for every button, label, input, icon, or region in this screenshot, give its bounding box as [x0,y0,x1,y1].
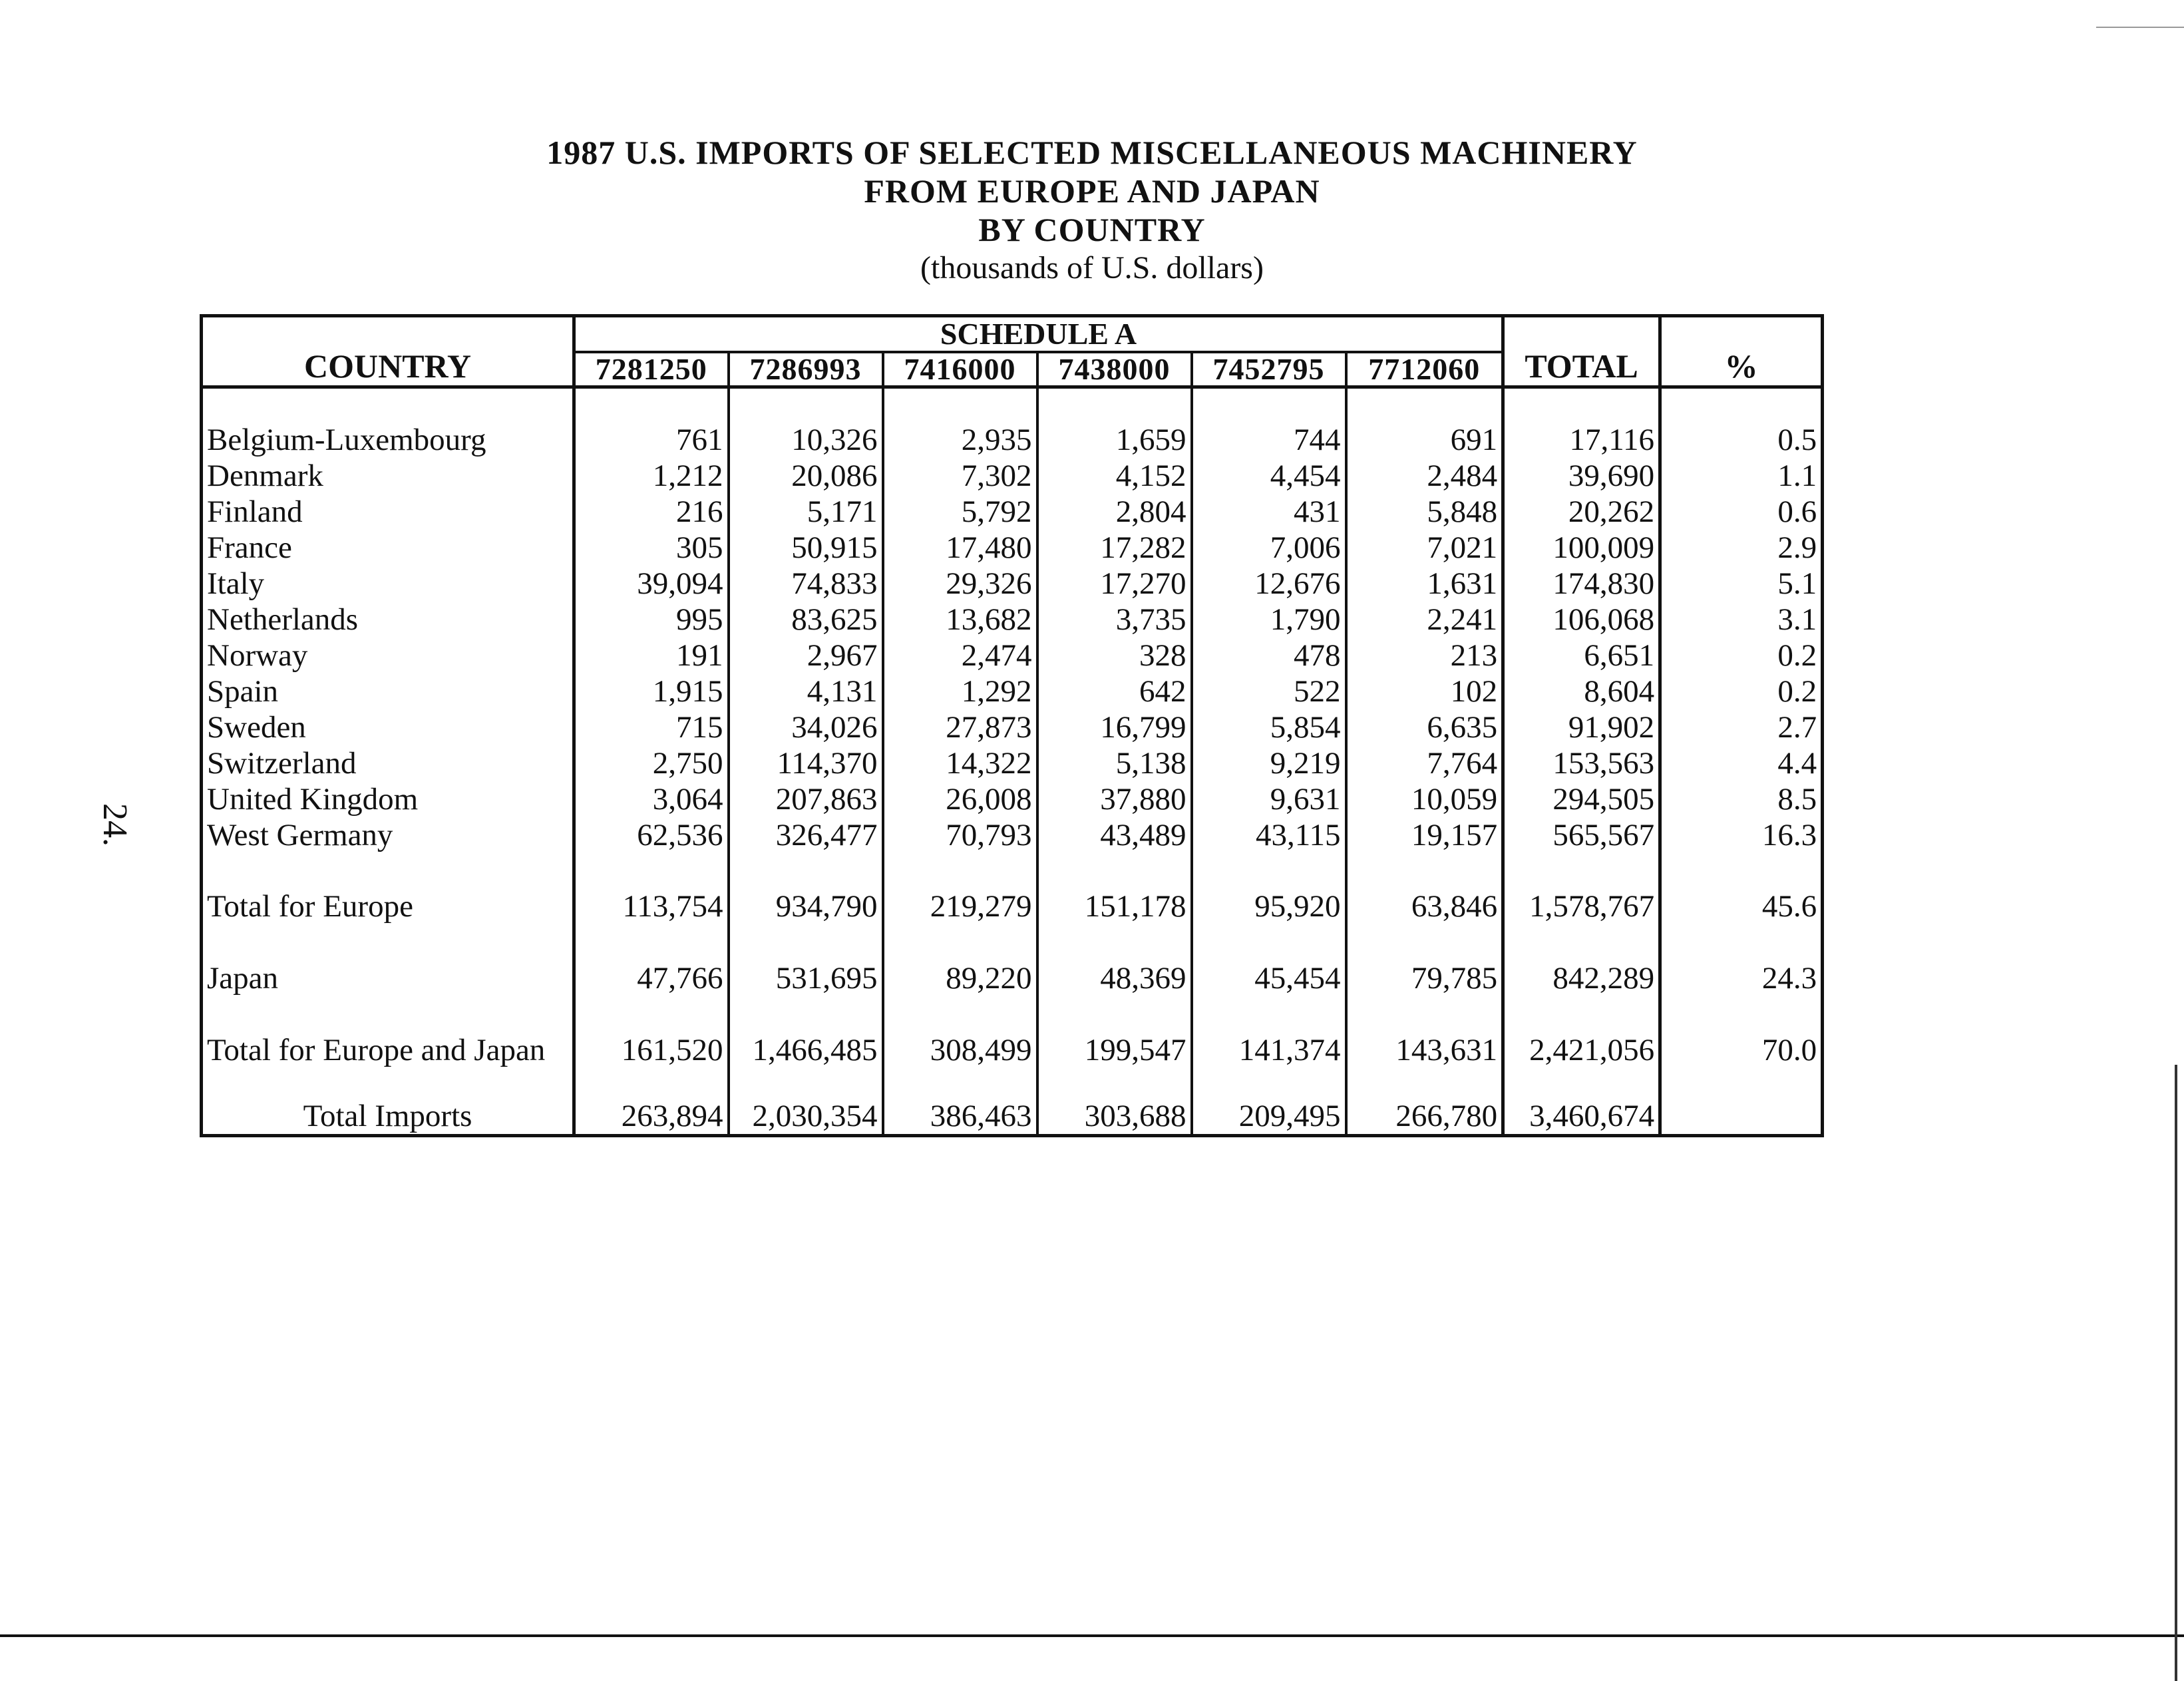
value-cell: 431 [1192,494,1346,530]
value-cell: 2,030,354 [729,1069,883,1136]
percent-cell [1660,1069,1823,1136]
table-row [202,638,1823,673]
value-cell: 39,094 [574,566,729,602]
total-europe-row [202,853,1823,925]
value-cell: 2,935 [883,387,1037,459]
value-cell: 48,369 [1037,925,1192,997]
value-cell: 691 [1346,387,1503,459]
value-cell: 62,536 [574,817,729,853]
schedule-a-header: SCHEDULE A [574,316,1503,353]
percent-cell: 2.9 [1777,530,1817,565]
percent-cell: 3.1 [1777,602,1817,637]
value-cell: 6,635 [1346,709,1503,745]
title-line-1: 1987 U.S. IMPORTS OF SELECTED MISCELLANEOUS MACHINERY [546,134,1638,171]
total-cell: 91,902 [1503,709,1660,745]
total-cell: 6,651 [1503,638,1660,673]
value-cell: 326,477 [729,817,883,853]
table-row [202,387,1823,459]
value-cell: 161,520 [574,997,729,1069]
country-cell: France [202,530,574,566]
value-cell: 266,780 [1346,1069,1503,1136]
table-row [202,673,1823,709]
bottom-rule [0,1634,2184,1637]
value-cell: 207,863 [729,781,883,817]
total-header: TOTAL [1503,316,1660,387]
value-cell: 5,854 [1192,709,1346,745]
code-header: 7286993 [729,352,883,387]
total-cell: 106,068 [1503,602,1660,638]
percent-cell: 4.4 [1777,746,1817,781]
value-cell: 141,374 [1192,997,1346,1069]
page-number: 24. [96,803,134,846]
value-cell: 17,282 [1037,530,1192,566]
value-cell: 3,064 [574,781,729,817]
value-cell: 70,793 [883,817,1037,853]
value-cell: 10,326 [729,387,883,459]
value-cell: 199,547 [1037,997,1192,1069]
value-cell: 305 [574,530,729,566]
value-cell: 1,915 [574,673,729,709]
value-cell: 209,495 [1192,1069,1346,1136]
value-cell: 642 [1037,673,1192,709]
value-cell: 143,631 [1346,997,1503,1069]
value-cell: 308,499 [883,997,1037,1069]
total-cell: 100,009 [1503,530,1660,566]
value-cell: 1,292 [883,673,1037,709]
value-cell: 13,682 [883,602,1037,638]
value-cell: 12,676 [1192,566,1346,602]
total-cell: 3,460,674 [1503,1069,1660,1136]
value-cell: 1,631 [1346,566,1503,602]
percent-header: % [1660,316,1823,387]
percent-cell: 16.3 [1761,818,1817,852]
value-cell: 14,322 [883,745,1037,781]
country-cell: Finland [202,494,574,530]
code-header: 7281250 [574,352,729,387]
country-cell: Netherlands [202,602,574,638]
value-cell: 17,270 [1037,566,1192,602]
value-cell: 20,086 [729,458,883,494]
percent-cell: 0.2 [1777,638,1817,673]
value-cell: 5,171 [729,494,883,530]
country-cell: Belgium-Luxembourg [202,387,574,459]
title-line-2: FROM EUROPE AND JAPAN [864,172,1320,210]
table-body [202,387,1823,1136]
total-europe-japan-row [202,997,1823,1069]
country-cell: West Germany [202,817,574,853]
value-cell: 26,008 [883,781,1037,817]
country-cell: Norway [202,638,574,673]
table-row [202,458,1823,494]
value-cell: 1,212 [574,458,729,494]
country-cell: Switzerland [202,745,574,781]
total-cell: 8,604 [1503,673,1660,709]
value-cell: 1,466,485 [729,997,883,1069]
value-cell: 43,489 [1037,817,1192,853]
country-cell: United Kingdom [202,781,574,817]
value-cell: 4,152 [1037,458,1192,494]
value-cell: 386,463 [883,1069,1037,1136]
value-cell: 213 [1346,638,1503,673]
value-cell: 9,219 [1192,745,1346,781]
value-cell: 2,967 [729,638,883,673]
value-cell: 19,157 [1346,817,1503,853]
value-cell: 63,846 [1346,853,1503,925]
total-cell: 17,116 [1503,387,1660,459]
table-row [202,530,1823,566]
country-cell: Total for Europe and Japan [202,997,574,1069]
value-cell: 95,920 [1192,853,1346,925]
percent-cell: 70.0 [1761,1033,1817,1067]
value-cell: 83,625 [729,602,883,638]
value-cell: 761 [574,387,729,459]
total-cell: 294,505 [1503,781,1660,817]
percent-cell: 8.5 [1777,782,1817,817]
percent-cell: 24.3 [1761,961,1817,996]
country-cell: Sweden [202,709,574,745]
value-cell: 478 [1192,638,1346,673]
value-cell: 934,790 [729,853,883,925]
value-cell: 263,894 [574,1069,729,1136]
code-header: 7712060 [1346,352,1503,387]
percent-cell: 0.2 [1777,674,1817,709]
value-cell: 3,735 [1037,602,1192,638]
total-cell: 39,690 [1503,458,1660,494]
code-header: 7452795 [1192,352,1346,387]
value-cell: 74,833 [729,566,883,602]
value-cell: 37,880 [1037,781,1192,817]
value-cell: 102 [1346,673,1503,709]
total-imports-row [202,1069,1823,1136]
value-cell: 1,659 [1037,387,1192,459]
percent-cell: 2.7 [1777,710,1817,745]
value-cell: 328 [1037,638,1192,673]
country-cell: Total Imports [202,1069,574,1136]
table-row [202,494,1823,530]
title-subtitle: (thousands of U.S. dollars) [920,250,1264,285]
value-cell: 522 [1192,673,1346,709]
value-cell: 191 [574,638,729,673]
percent-cell: 1.1 [1777,459,1817,493]
value-cell: 114,370 [729,745,883,781]
total-cell: 565,567 [1503,817,1660,853]
value-cell: 715 [574,709,729,745]
value-cell: 45,454 [1192,925,1346,997]
country-cell: Japan [202,925,574,997]
value-cell: 29,326 [883,566,1037,602]
value-cell: 16,799 [1037,709,1192,745]
value-cell: 9,631 [1192,781,1346,817]
value-cell: 47,766 [574,925,729,997]
value-cell: 5,138 [1037,745,1192,781]
value-cell: 2,750 [574,745,729,781]
percent-cell: 45.6 [1761,889,1817,924]
table-row [202,566,1823,602]
percent-cell: 0.5 [1777,423,1817,457]
value-cell: 113,754 [574,853,729,925]
value-cell: 1,790 [1192,602,1346,638]
value-cell: 2,804 [1037,494,1192,530]
value-cell: 27,873 [883,709,1037,745]
code-header: 7416000 [883,352,1037,387]
table-row [202,602,1823,638]
value-cell: 5,848 [1346,494,1503,530]
value-cell: 151,178 [1037,853,1192,925]
value-cell: 43,115 [1192,817,1346,853]
value-cell: 2,484 [1346,458,1503,494]
country-header: COUNTRY [202,316,574,387]
value-cell: 216 [574,494,729,530]
table-row [202,709,1823,745]
value-cell: 17,480 [883,530,1037,566]
value-cell: 303,688 [1037,1069,1192,1136]
value-cell: 7,764 [1346,745,1503,781]
total-cell: 1,578,767 [1503,853,1660,925]
country-cell: Italy [202,566,574,602]
value-cell: 2,241 [1346,602,1503,638]
value-cell: 744 [1192,387,1346,459]
table-row [202,817,1823,853]
value-cell: 7,006 [1192,530,1346,566]
total-cell: 174,830 [1503,566,1660,602]
country-cell: Total for Europe [202,853,574,925]
page-edge [2175,1065,2177,1681]
value-cell: 531,695 [729,925,883,997]
scan-edge-line [2096,27,2184,28]
value-cell: 7,302 [883,458,1037,494]
total-cell: 842,289 [1503,925,1660,997]
value-cell: 10,059 [1346,781,1503,817]
title-line-3: BY COUNTRY [978,211,1206,248]
value-cell: 79,785 [1346,925,1503,997]
value-cell: 2,474 [883,638,1037,673]
table-row [202,745,1823,781]
total-cell: 153,563 [1503,745,1660,781]
percent-cell: 0.6 [1777,494,1817,529]
value-cell: 219,279 [883,853,1037,925]
country-cell: Spain [202,673,574,709]
document-title [0,133,2184,287]
table-row [202,781,1823,817]
value-cell: 7,021 [1346,530,1503,566]
total-cell: 2,421,056 [1503,997,1660,1069]
japan-row [202,925,1823,997]
value-cell: 4,454 [1192,458,1346,494]
value-cell: 995 [574,602,729,638]
code-header: 7438000 [1037,352,1192,387]
value-cell: 5,792 [883,494,1037,530]
value-cell: 50,915 [729,530,883,566]
value-cell: 89,220 [883,925,1037,997]
country-cell: Denmark [202,458,574,494]
value-cell: 4,131 [729,673,883,709]
total-cell: 20,262 [1503,494,1660,530]
value-cell: 34,026 [729,709,883,745]
imports-table [200,314,1824,1137]
percent-cell: 5.1 [1777,566,1817,601]
